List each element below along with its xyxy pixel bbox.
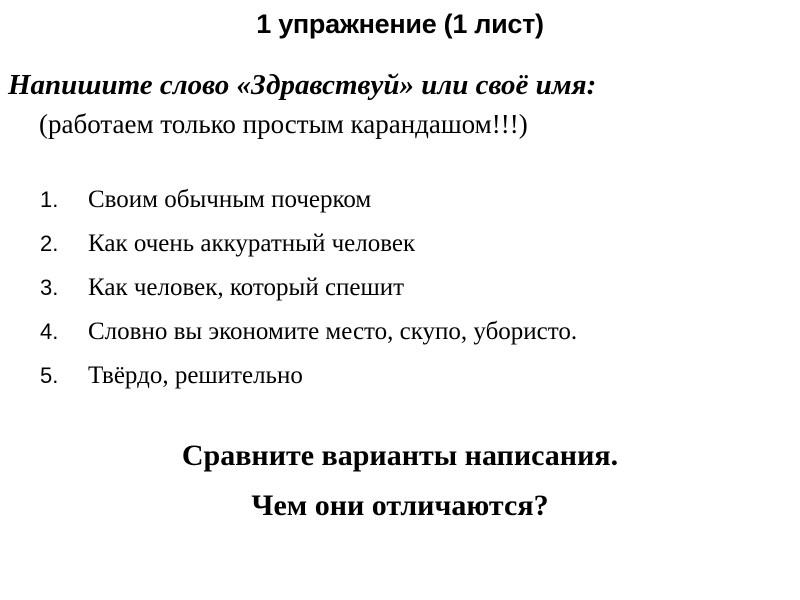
step-text: Своим обычным почерком [88,186,372,213]
question-heading: Чем они отличаются? [251,489,549,522]
list-item [40,310,577,354]
step-number: 5. [40,363,59,388]
pencil-note: (работаем только простым карандашом!!!) [39,109,528,139]
list-item [40,222,577,266]
step-text: Как очень аккуратный человек [88,230,416,257]
slide-title: 1 упражнение (1 лист) [256,9,544,39]
step-number: 3. [40,275,59,300]
step-number: 1. [40,187,59,212]
instruction-text: Напишите слово «Здравствуй» или своё имя: [8,69,597,101]
step-number: 4. [40,319,59,344]
step-text: Словно вы экономите место, скупо, убористо. [88,318,578,345]
step-number: 2. [40,231,59,256]
list-item [40,266,577,310]
steps-list [40,178,577,398]
list-item [40,354,577,398]
step-text: Как человек, который спешит [88,274,405,301]
compare-heading: Сравните варианты написания. [181,439,619,472]
list-item [40,178,577,222]
step-text: Твёрдо, решительно [88,362,303,389]
